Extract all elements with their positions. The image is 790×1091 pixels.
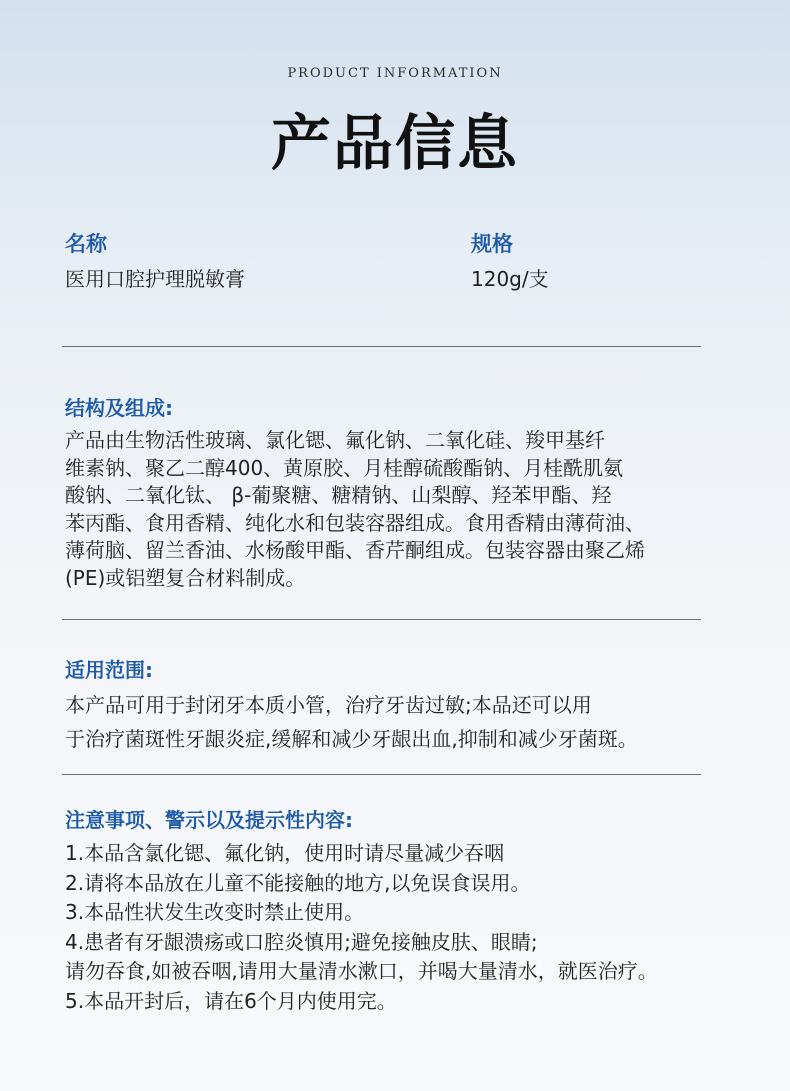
composition-text	[65, 427, 755, 592]
notes-text	[65, 839, 755, 1016]
composition-heading: 结构及组成:	[65, 396, 173, 420]
notes-line: 5.本品开封后，请在6个月内使用完。	[65, 988, 397, 1013]
scope-line: 于治疗菌斑性牙龈炎症,缓解和减少牙龈出血,抑制和减少牙菌斑。	[65, 727, 638, 751]
name-value: 医用口腔护理脱敏膏	[65, 267, 245, 291]
scope-text	[65, 688, 755, 756]
notes-heading: 注意事项、警示以及提示性内容:	[65, 808, 353, 832]
divider	[62, 346, 701, 347]
spec-value: 120g/支	[471, 267, 549, 291]
composition-line: 产品由生物活性玻璃、氯化锶、氟化钠、二氧化硅、羧甲基纤	[65, 428, 605, 452]
scope-heading: 适用范围:	[65, 658, 153, 682]
notes-line: 3.本品性状发生改变时禁止使用。	[65, 900, 365, 924]
notes-line: 2.请将本品放在儿童不能接触的地方,以免误食误用。	[65, 870, 531, 895]
notes-line: 请勿吞食,如被吞咽,请用大量清水漱口，并喝大量清水，就医治疗。	[65, 959, 658, 983]
name-label: 名称	[65, 232, 107, 256]
composition-line: 酸钠、二氧化钛、 β-葡聚糖、糖精钠、山梨醇、羟苯甲酯、羟	[65, 483, 612, 507]
notes-line: 1.本品含氯化锶、氟化钠，使用时请尽量减少吞咽	[65, 841, 505, 865]
notes-line: 4.患者有牙龈溃疡或口腔炎慎用;避免接触皮肤、眼睛;	[65, 929, 538, 954]
divider	[62, 774, 701, 775]
spec-label: 规格	[471, 232, 513, 256]
composition-line: 苯丙酯、食用香精、纯化水和包装容器组成。食用香精由薄荷油、	[65, 510, 645, 535]
page-title: 产品信息	[271, 109, 519, 179]
scope-line: 本产品可用于封闭牙本质小管，治疗牙齿过敏;本品还可以用	[65, 693, 592, 717]
composition-line: 维素钠、聚乙二醇400、黄原胶、月桂醇硫酸酯钠、月桂酰肌氨	[65, 455, 624, 480]
composition-line: 薄荷脑、留兰香油、水杨酸甲酯、香芹酮组成。包装容器由聚乙烯	[65, 538, 645, 562]
composition-line: (PE)或铝塑复合材料制成。	[65, 565, 306, 590]
section-subtitle: PRODUCT INFORMATION	[287, 66, 503, 81]
divider	[62, 619, 701, 620]
